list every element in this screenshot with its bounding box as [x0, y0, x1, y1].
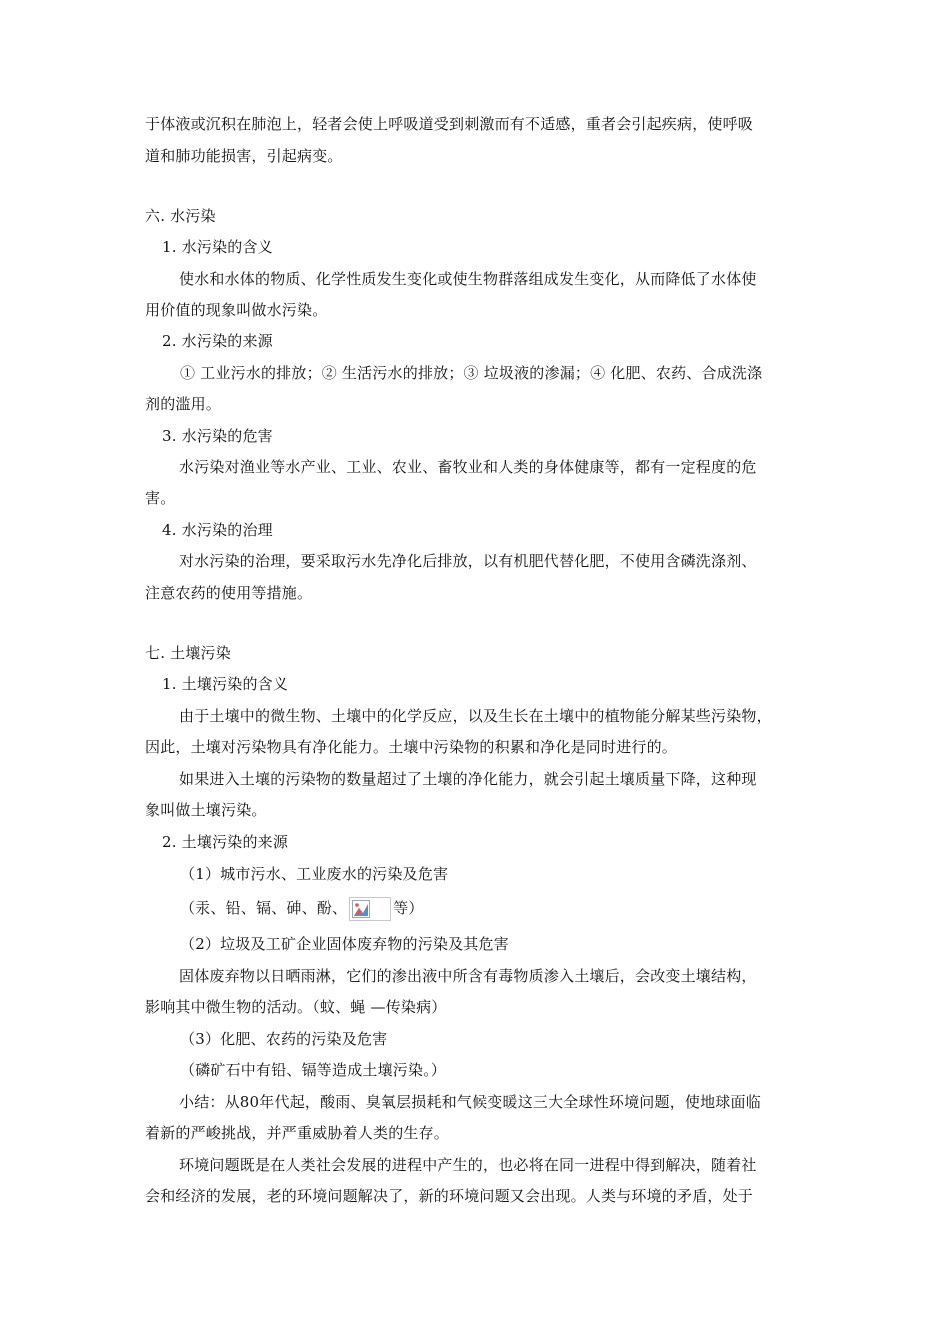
inline-text: 等）: [393, 899, 424, 917]
subheading-treatment: 4. 水污染的治理: [162, 521, 273, 539]
paragraph-line: 由于土壤中的微生物、土壤中的化学反应，以及生长在土壤中的植物能分解某些污染物，: [179, 707, 772, 725]
list-item: （3）化肥、农药的污染及危害: [180, 1030, 388, 1048]
paragraph-line: 着新的严峻挑战，并严重威胁着人类的生存。: [145, 1124, 450, 1142]
subheading-sources: 2. 土壤污染的来源: [162, 833, 289, 851]
subheading-sources: 2. 水污染的来源: [162, 332, 273, 350]
list-item: （2）垃圾及工矿企业固体废弃物的污染及其危害: [180, 935, 509, 953]
list-item: （1）城市污水、工业废水的污染及危害: [180, 865, 449, 883]
paragraph-line: 会和经济的发展，老的环境问题解决了，新的环境问题又会出现。人类与环境的矛盾，处于: [145, 1187, 754, 1205]
subheading-definition: 1. 水污染的含义: [162, 238, 273, 256]
paragraph-line: 使水和水体的物质、化学性质发生变化或使生物群落组成发生变化，从而降低了水体使: [179, 270, 757, 288]
paragraph-line: 如果进入土壤的污染物的数量超过了土壤的净化能力，就会引起土壤质量下降，这种现: [179, 770, 757, 788]
paragraph-line: 影响其中微生物的活动。（蚊、蝇 —传染病）: [145, 998, 447, 1016]
paragraph-line: 道和肺功能损害，引起病变。: [145, 147, 343, 165]
paragraph-line: 于体液或沉积在肺泡上，轻者会使上呼吸道受到刺激而有不适感，重者会引起疾病，使呼吸: [145, 115, 754, 133]
section-heading-water-pollution: 六. 水污染: [145, 207, 216, 225]
paragraph-line: 固体废弃物以日晒雨淋，它们的渗出液中所含有毒物质渗入土壤后，会改变土壤结构，: [179, 967, 757, 985]
paragraph-line: 水污染对渔业等水产业、工业、农业、畜牧业和人类的身体健康等，都有一定程度的危: [179, 458, 757, 476]
summary-line: 小结：从80年代起，酸雨、臭氧层损耗和气候变暖这三大全球性环境问题，使地球面临: [179, 1093, 761, 1111]
section-heading-soil-pollution: 七. 土壤污染: [145, 644, 231, 662]
paragraph-line: 环境问题既是在人类社会发展的进程中产生的，也必将在同一进程中得到解决，随着社: [179, 1156, 757, 1174]
paragraph-line: 注意农药的使用等措施。: [145, 584, 313, 602]
paragraph-line: 象叫做土壤污染。: [145, 801, 267, 819]
image-placeholder-icon: [352, 900, 370, 918]
paragraph-line: 害。: [145, 489, 176, 507]
inline-text: （汞、铅、镉、砷、酚、: [180, 899, 348, 917]
paragraph-line-with-image: [180, 897, 424, 921]
paragraph-line: ① 工业污水的排放；② 生活污水的排放；③ 垃圾液的渗漏；④ 化肥、农药、合成洗涤: [180, 364, 763, 382]
subheading-hazards: 3. 水污染的危害: [162, 427, 273, 445]
subheading-definition: 1. 土壤污染的含义: [162, 675, 289, 693]
paragraph-line: 对水污染的治理，要采取污水先净化后排放，以有机肥代替化肥，不使用含磷洗涤剂、: [179, 552, 757, 570]
paragraph-line: 用价值的现象叫做水污染。: [145, 301, 328, 319]
broken-image-icon: [349, 897, 391, 921]
paragraph-line: 剂的滥用。: [145, 395, 222, 413]
paragraph-line: 因此，土壤对污染物具有净化能力。土壤中污染物的积累和净化是同时进行的。: [145, 738, 678, 756]
paragraph-line: （磷矿石中有铅、镉等造成土壤污染。）: [180, 1061, 447, 1079]
